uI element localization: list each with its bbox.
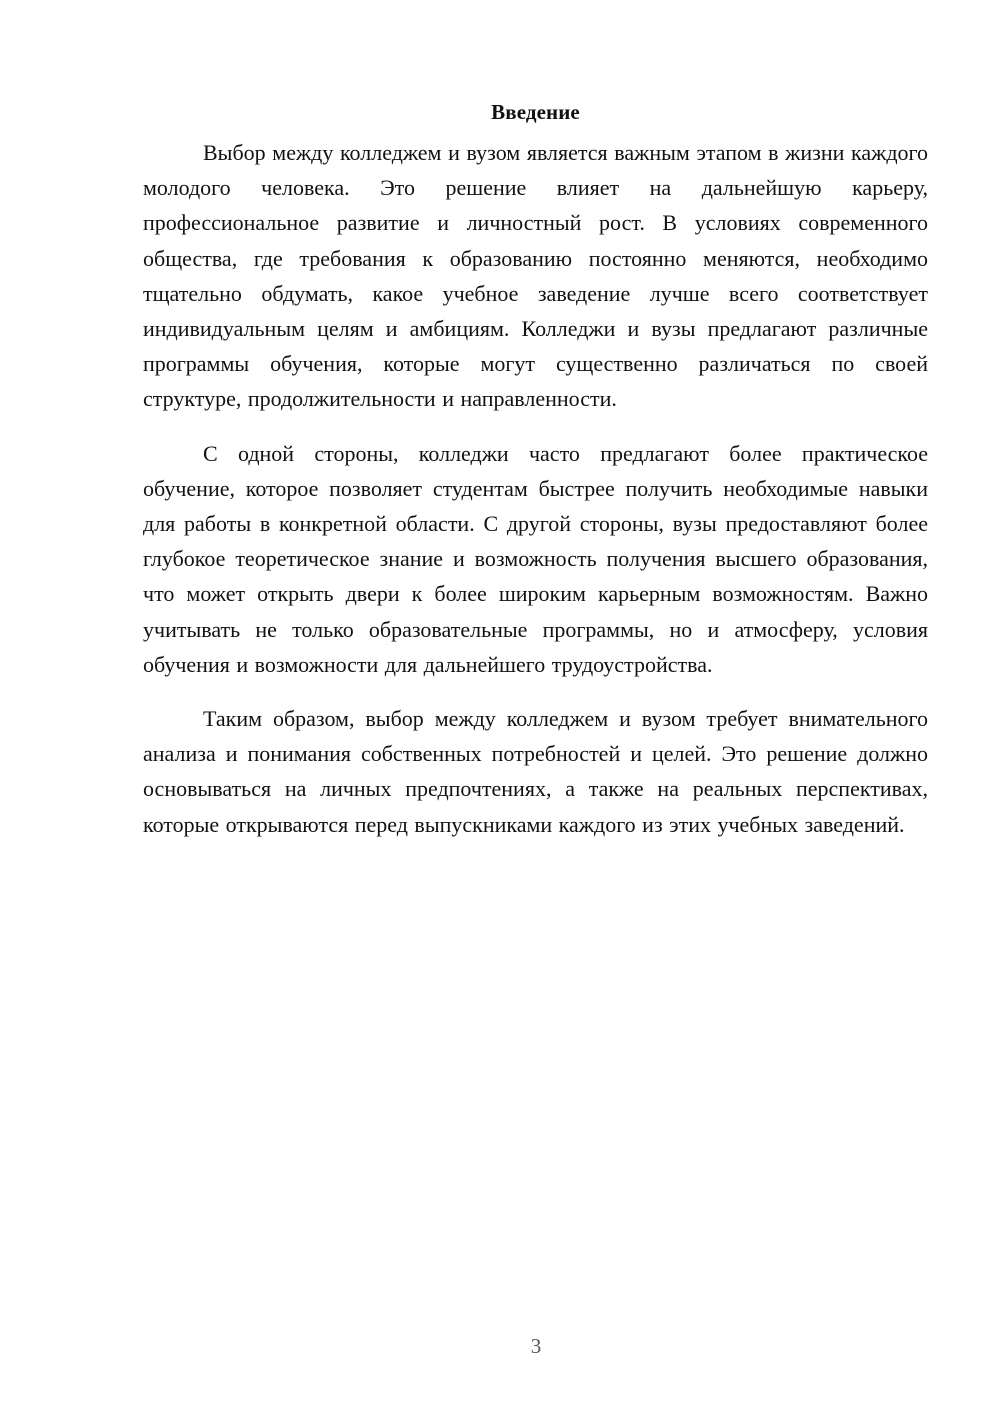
paragraph-intro: Выбор между колледжем и вузом является важным этапом в жизни каждого молодого человека. Это решение влияет на дальнейшую карьеру, профессиональное развитие и личностный рост. В условиях современного общества, где требования к образованию постоянно меняются, необходимо тщательно обдумать, какое учебное заведение лучше всего соответствует индивидуальным целям и амбициям. Колледжи и вузы предлагают различные программы обучения, которые могут существенно различаться по своей структуре, продолжительности и направленности. [143, 140, 928, 412]
page-number: 3 [530, 1334, 542, 1358]
paragraph-conclusion: Таким образом, выбор между колледжем и вузом требует внимательного анализа и понимания собственных потребностей и целей. Это решение должно основываться на личных предпочтениях, а также на реальных перспективах, которые открываются перед выпускниками каждого из этих учебных заведений. [143, 706, 928, 837]
paragraph-comparison: С одной стороны, колледжи часто предлагают более практическое обучение, которое позволяет студентам быстрее получить необходимые навыки для работы в конкретной области. С другой стороны, вузы предоставляют более глубокое теоретическое знание и возможность получения высшего образования, что может открыть двери к более широким карьерным возможностям. Важно учитывать не только образовательные программы, но и атмосферу, условия обучения и возможности для дальнейшего трудоустройства. [143, 440, 928, 677]
document-body [143, 97, 928, 842]
section-title: Введение [491, 100, 580, 124]
